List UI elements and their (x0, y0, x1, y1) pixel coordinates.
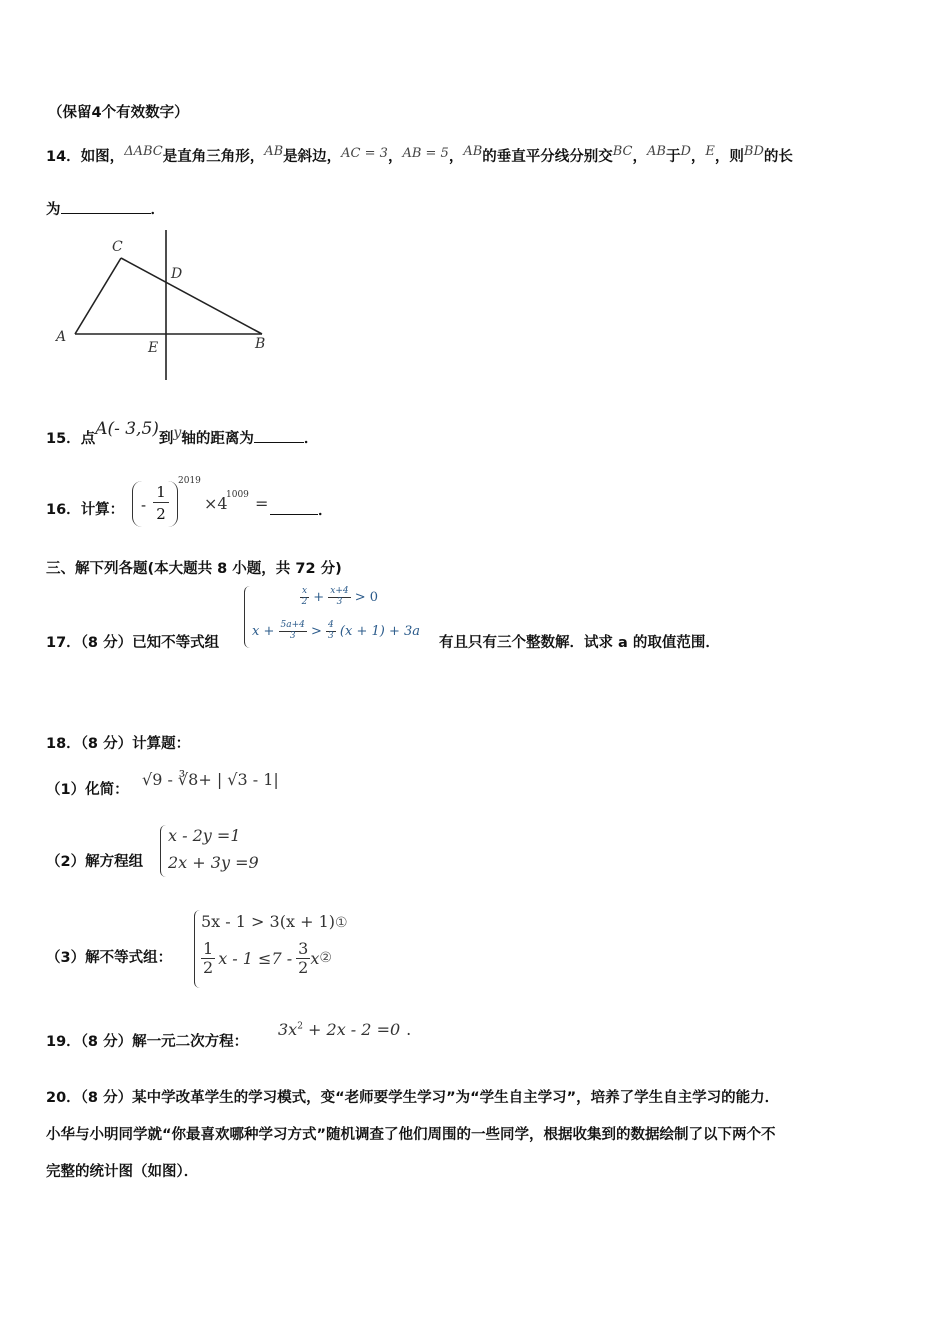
circled-one: ① (334, 915, 348, 931)
question-number: 16． (46, 502, 81, 518)
term-3x: 3x (278, 1020, 298, 1039)
question-number: 15． (46, 431, 81, 447)
equation-row-2: 2x + 3y =9 (168, 853, 259, 872)
circled-two: ② (319, 950, 332, 967)
section-three-heading: 三、解下列各题(本大题共 8 小题，共 72 分) (46, 561, 342, 577)
question-14 (46, 144, 793, 168)
q16-text: ． (318, 503, 333, 519)
inequality-row-2 (201, 940, 332, 976)
math-triangle-abc: ΔABC (124, 144, 163, 159)
math-e: E (705, 144, 715, 159)
q14-text: 的垂直平分线分别交 (482, 149, 613, 165)
math-bc: BC (612, 144, 633, 159)
q17-tail: 有且只有三个整数解．试求 a 的取值范围． (439, 635, 720, 651)
denominator: 2 (156, 505, 166, 523)
denominator: 3 (289, 630, 296, 641)
q16-answer (270, 500, 333, 521)
question-17 (46, 633, 219, 653)
math-ab: AB (647, 144, 666, 159)
q15-text: 点 (80, 431, 96, 447)
question-18 (46, 734, 190, 754)
exponent-2019: 2019 (178, 476, 201, 486)
q14-text: ， (690, 149, 706, 165)
answer-blank[interactable] (254, 428, 304, 443)
numerator: 5a+4 (280, 620, 305, 630)
math-ab: AB (463, 144, 483, 159)
inequality-row-2 (252, 621, 420, 642)
question-19 (46, 1032, 248, 1052)
q14-text: 是斜边， (283, 149, 342, 165)
numerator: x+4 (330, 586, 349, 596)
question-number: 17． (46, 635, 81, 651)
label-e: E (148, 340, 159, 356)
frac-x-2 (300, 587, 309, 608)
gt-sign: > (311, 623, 322, 639)
denominator: 3 (336, 596, 343, 607)
answer-blank[interactable] (61, 199, 151, 214)
times-four: ×4 (204, 494, 228, 513)
q17-text: （8 分）已知不等式组 (80, 635, 220, 651)
question-number: 14． (46, 149, 81, 165)
q14-text: 为 (46, 202, 61, 218)
q14-text: 于 (665, 149, 681, 165)
question-20-line-1: 20．（8 分）某中学改革学生的学习模式，变“老师要学生学习”为“学生自主学习”，培养了学生自主学习的能力． (46, 1090, 780, 1106)
frac-3-2 (296, 940, 310, 976)
fraction-half (153, 482, 169, 525)
exponent-2: 2 (297, 1021, 303, 1032)
exponent-1009: 1009 (226, 490, 249, 500)
denominator: 2 (203, 957, 214, 977)
question-20-line-2: 小华与小明同学就“你最喜欢哪种学习方式”随机调查了他们周围的一些同学，根据收集到的数据绘制了以下两个不 (46, 1127, 776, 1143)
q14-text: ． (150, 202, 165, 218)
q18-part-2-label: （2）解方程组 (46, 854, 144, 870)
q14-text: ，则 (714, 149, 744, 165)
answer-blank[interactable] (270, 500, 318, 515)
question-number: 18． (46, 736, 81, 752)
math-bd: BD (743, 144, 764, 159)
question-16 (46, 500, 124, 520)
question-number: 19． (46, 1034, 81, 1050)
x-plus: x + (252, 623, 275, 639)
numerator: 1 (203, 939, 214, 958)
equals-sign: = (255, 494, 269, 513)
denominator: 2 (301, 596, 308, 607)
segment-ac (75, 258, 121, 334)
q18-text: （8 分）计算题： (80, 736, 191, 752)
denominator: 3 (328, 630, 334, 641)
q19-text: （8 分）解一元二次方程： (80, 1034, 249, 1050)
label-a: A (56, 329, 67, 345)
period: . (406, 1020, 412, 1039)
inequality-row-1 (201, 912, 348, 931)
frac-5a4-3 (279, 621, 307, 642)
math-ab: AB (264, 144, 284, 159)
numerator: 1 (153, 482, 169, 503)
math-ac-eq: AC = 3 (341, 146, 388, 161)
frac-1-2 (201, 940, 215, 976)
precision-note: （保留4个有效数字） (48, 105, 189, 121)
math-point-a: A(- 3,5) (95, 419, 159, 439)
denominator: 2 (298, 957, 309, 977)
label-c: C (112, 239, 123, 255)
minus-sign: - (141, 496, 147, 514)
equation-rest: + 2x - 2 =0 (302, 1020, 401, 1039)
question-14-cont (46, 199, 165, 220)
label-d: D (171, 266, 183, 282)
question-20-line-3: 完整的统计图（如图）． (46, 1164, 199, 1180)
q18-part-1-expr: √9 - ∛8+ | √3 - 1| (142, 770, 279, 789)
math-ab-eq: AB = 5 (402, 146, 449, 161)
plus-sign: + (313, 589, 325, 605)
frac-4-3 (326, 621, 336, 642)
q18-part-1-label: （1）化简： (46, 782, 129, 798)
triangle-figure (50, 228, 280, 383)
q14-text: 是直角三角形， (162, 149, 265, 165)
rhs-expression: (x + 1) + 3a (339, 623, 421, 639)
q14-text: ， (632, 149, 648, 165)
equation-row-1: x - 2y =1 (168, 826, 241, 845)
q15-text: ． (303, 431, 319, 447)
q15-text: 到 (158, 431, 174, 447)
question-15 (46, 419, 319, 449)
inequality-text: x - 1 ≤7 - (218, 948, 293, 968)
numerator: x (302, 586, 308, 596)
inequality-row-1 (300, 587, 378, 608)
math-d: D (680, 144, 691, 159)
segment-cb (121, 258, 262, 334)
q16-text: 计算： (80, 502, 125, 518)
inequality-text: 5x - 1 > 3(x + 1) (201, 912, 335, 931)
q14-text: 的长 (763, 149, 793, 165)
math-y: y (173, 425, 182, 441)
variable-x: x (310, 948, 320, 968)
q14-text: ， (387, 149, 403, 165)
label-b: B (255, 336, 266, 352)
q18-part-3-label: （3）解不等式组： (46, 950, 173, 966)
gt-zero: > 0 (354, 589, 379, 605)
q14-text: 如图， (80, 149, 125, 165)
q15-text: 轴的距离为 (181, 431, 254, 447)
frac-x4-3 (328, 587, 350, 608)
numerator: 4 (328, 620, 334, 630)
q14-text: ， (448, 149, 464, 165)
numerator: 3 (298, 939, 309, 958)
quadratic-equation (278, 1020, 411, 1039)
